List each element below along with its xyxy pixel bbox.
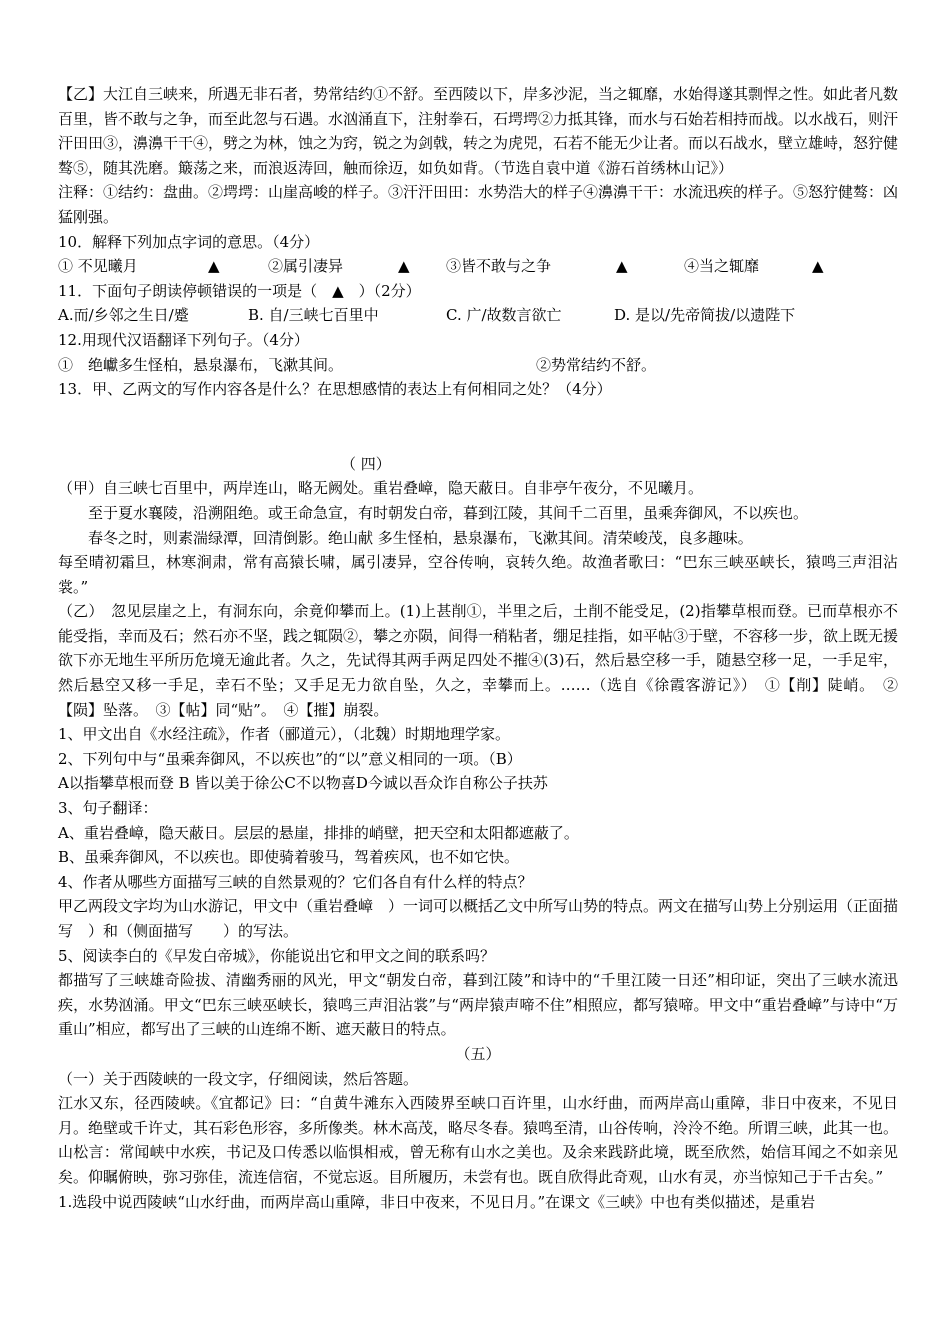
sec3-yi-text: 【乙】大江自三峡来，所遇无非石者，势常结约①不舒。至西陵以下，岸多沙泥，当之辄靡，水始得遂其剽悍之性。如此者凡数百里，皆不敢与之争，而至此忽与石遇。水汹涌直下，注射拳石，石堮堮②力抵其锋，而水与石始若相持而战。以水战石，则汗汗田田③，濞濞干干④，劈之为林，蚀之为窍，锐之为剑戟，转之为虎兕，石若不能无少让者。而以石战水，壁立雄峙，怒狞健骜⑤，随其洗磨。簸荡之来，而浪返涛回，触而徐迈，如负如背。（节选自袁中道《游石首绣林山记》）: [58, 85, 899, 177]
q11-option-c: C. 广/故数言欲亡: [446, 306, 562, 325]
q11-option-b: B. 自/三峡七百里中: [248, 306, 379, 325]
q11-option-a: A.而/乡邻之生日/蹙: [58, 306, 189, 325]
section-4-heading: （ 四）: [341, 454, 391, 473]
sec4-answer-2-options: A以指攀草根而登 B 皆以美于徐公C不以物喜D今诚以吾众诈自称公子扶苏: [58, 774, 548, 793]
section-5-heading: （五）: [455, 1044, 501, 1063]
q10-item-4: ④当之辄靡: [684, 257, 760, 276]
q11-option-d: D. 是以/先帝简拔/以遗陛下: [614, 306, 796, 325]
sec4-answer-4: 甲乙两段文字均为山水游记，甲文中（重岩叠嶂 ）一词可以概括乙文中所写山势的特点。两文在描写山势上分别运用（正面描写 ）和（侧面描写 ）的写法。: [58, 897, 899, 940]
q12-item-2: ②势常结约不舒。: [536, 355, 657, 374]
q12-item-1: ① 绝巘多生怪柏，悬泉瀑布，飞漱其间。: [58, 355, 344, 374]
sec4-answer-3b: B、虽乘奔御风，不以疾也。即使骑着骏马，驾着疾风，也不如它快。: [58, 848, 520, 867]
answer-blank: ▲: [616, 257, 628, 276]
sec4-question-5: 5、阅读李白的《早发白帝城》，你能说出它和甲文之间的联系吗？: [58, 946, 496, 965]
answer-blank: ▲: [812, 257, 824, 276]
question-10-items: [58, 254, 898, 279]
question-13: 13．甲、乙两文的写作内容各是什么？在思想感情的表达上有何相同之处？（4分）: [58, 380, 612, 399]
question-12: 12.用现代汉语翻译下列句子。（4分）: [58, 330, 309, 349]
sec4-answer-5: 都描写了三峡雄奇险拔、清幽秀丽的风光，甲文“朝发白帝，暮到江陵”和诗中的“千里江陵一日还”相印证，突出了三峡水流迅疾，水势汹涌。甲文“巴东三峡巫峡长，猿鸣三声泪沾裳”与“两岸猿声啼不住”相照应，都写猿啼。甲文中“重岩叠嶂”与诗中“万重山”相应，都写出了三峡的山连绵不断、遮天蔽日的特点。: [58, 971, 898, 1039]
sec4-jia-para-4: 每至晴初霜旦，林寒涧肃，常有高猿长啸，属引凄异，空谷传响，哀转久绝。故渔者歌曰：“巴东三峡巫峡长，猿鸣三声泪沾裳。”: [58, 553, 898, 596]
document-page: [58, 82, 898, 1214]
sec3-notes: 注释：①结约：盘曲。②堮堮：山崖高峻的样子。③汗汗田田：水势浩大的样子④濞濞干干：水流迅疾的样子。⑤怒狞健骜：凶猛刚强。: [58, 183, 899, 226]
sec4-jia-para-3: 春冬之时，则素湍绿潭，回清倒影。绝山献 多生怪柏，悬泉瀑布，飞漱其间。清荣峻茂，良多趣味。: [88, 528, 753, 547]
question-11: 11．下面句子朗读停顿错误的一项是（ ▲ ）（2分）: [58, 281, 421, 300]
sec4-yi-text: （乙） 忽见层崖之上，有洞东向，余竟仰攀而上。(1)上甚削①，半里之后，土削不能受足，(2)指攀草根而登。已而草根亦不能受指，幸而及石；然石亦不坚，践之辄陨②，攀之亦陨，间得一稍粘者，绷足挂指，如平帖③于壁，不容移一步，欲上既无援欲下亦无地生平所历危境无逾此者。久之，先试得其两手两足四处不摧④(3)石，然后悬空移一手，随悬空移一足，一手足牢，然后悬空又移一手足，幸石不坠；又手足无力欲自坠，久之，幸攀而上。……（选自《徐霞客游记》） ①【削】陡峭。 ②【陨】坠落。 ③【帖】同“贴”。 ④【摧】崩裂。: [58, 602, 899, 719]
q10-item-3: ③皆不敢与之争: [446, 257, 552, 276]
sec5-text: 江水又东，径西陵峡。《宜都记》曰：“自黄牛滩东入西陵界至峡口百许里，山水纡曲，而两岸高山重障，非日中夜来，不见日月。绝壁或千许丈，其石彩色形容，多所像类。林木高茂，略尽冬春。猿鸣至清，山谷传响，泠泠不绝。所谓三峡，此其一也。山松言：常闻峡中水疾，书记及口传悉以临惧相戒，曾无称有山水之美也。及余来践跻此境，既至欣然，始信耳闻之不如亲见矣。仰瞩俯映，弥习弥佳，流连信宿，不觉忘返。目所履历，未尝有也。既自欣得此奇观，山水有灵，亦当惊知己于千古矣。”: [58, 1094, 899, 1186]
sec5-intro: （一）关于西陵峡的一段文字，仔细阅读，然后答题。: [58, 1069, 419, 1088]
q10-item-2: ②属引凄异: [268, 257, 344, 276]
question-10: 10．解释下列加点字词的意思。（4分）: [58, 232, 320, 251]
q10-item-1: ① 不见曦月: [58, 257, 138, 276]
sec5-question-1: 1.选段中说西陵峡“山水纡曲，而两岸高山重障，非日中夜来，不见日月。”在课文《三峡》中也有类似描述，是重岩: [58, 1192, 816, 1211]
question-12-items: [58, 353, 898, 378]
sec4-jia-para-1: （甲）自三峡七百里中，两岸连山，略无阙处。重岩叠嶂，隐天蔽日。自非亭午夜分，不见曦月。: [58, 479, 704, 498]
sec4-answer-3a: A、重岩叠嶂，隐天蔽日。层层的悬崖，排排的峭壁，把天空和太阳都遮蔽了。: [58, 823, 579, 842]
answer-blank: ▲: [398, 257, 410, 276]
question-11-options: [58, 303, 898, 328]
sec4-question-4: 4、作者从哪些方面描写三峡的自然景观的？它们各自有什么样的特点？: [58, 872, 533, 891]
sec4-jia-para-2: 至于夏水襄陵，沿溯阻绝。或王命急宣，有时朝发白帝，暮到江陵，其间千二百里，虽乘奔御风，不以疾也。: [88, 503, 809, 522]
sec4-answer-3: 3、句子翻译：: [58, 799, 158, 818]
sec4-answer-1: 1、甲文出自《水经注疏》，作者（郦道元），（北魏）时期地理学家。: [58, 725, 511, 744]
answer-blank: ▲: [208, 257, 220, 276]
sec4-answer-2: 2、下列句中与“虽乘奔御风，不以疾也”的“以”意义相同的一项。（B）: [58, 749, 522, 768]
